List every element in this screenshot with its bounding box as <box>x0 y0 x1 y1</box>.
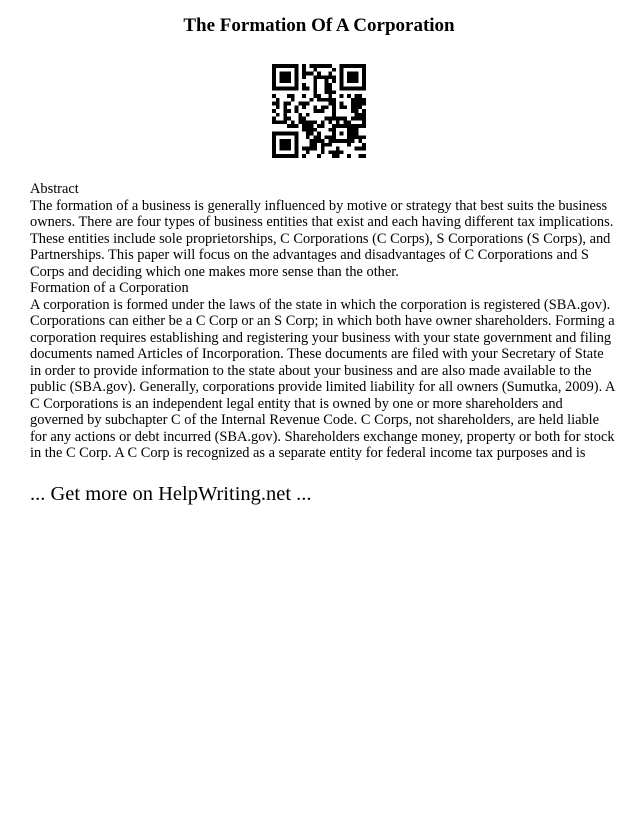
document-body <box>30 181 615 462</box>
qr-code-icon <box>272 64 366 158</box>
formation-heading: Formation of a Corporation <box>30 280 189 296</box>
get-more-link[interactable]: ... Get more on HelpWriting.net ... <box>30 483 312 505</box>
formation-paragraph: A corporation is formed under the laws of the state in which the corporation is registered (SBA.gov). Corporations can either be a C Corp or an S Corp; in which both have owner shareholders. Forming a corporation requires establishing and registering your business with your state government and filing documents named Articles of Incorporation. These documents are filed with your Secretary of State in order to provide information to the state about your business and are also made available to the public (SBA.gov). Generally, corporations provide limited liability for all owners (Sumutka, 2009). A C Corporations is an independent legal entity that is owned by one or more shareholders and governed by subchapter C of the Internal Revenue Code. C Corps, not shareholders, are held liable for any actions or debt incurred (SBA.gov). Shareholders exchange money, property or both for stock in the C Corp. A C Corp is recognized as a separate entity for federal income tax purposes and is <box>30 296 615 461</box>
document-title: The Formation Of A Corporation <box>183 15 455 36</box>
abstract-paragraph: The formation of a business is generally influenced by motive or strategy that best suits the business owners. There are four types of business entities that exist and each having different tax implications. These entities include sole proprietorships, C Corporations (C Corps), S Corporations (S Corps), and Partnerships. This paper will focus on the advantages and disadvantages of C Corporations and S Corps and deciding which one makes more sense than the other. <box>30 197 614 280</box>
abstract-heading: Abstract <box>30 181 79 197</box>
